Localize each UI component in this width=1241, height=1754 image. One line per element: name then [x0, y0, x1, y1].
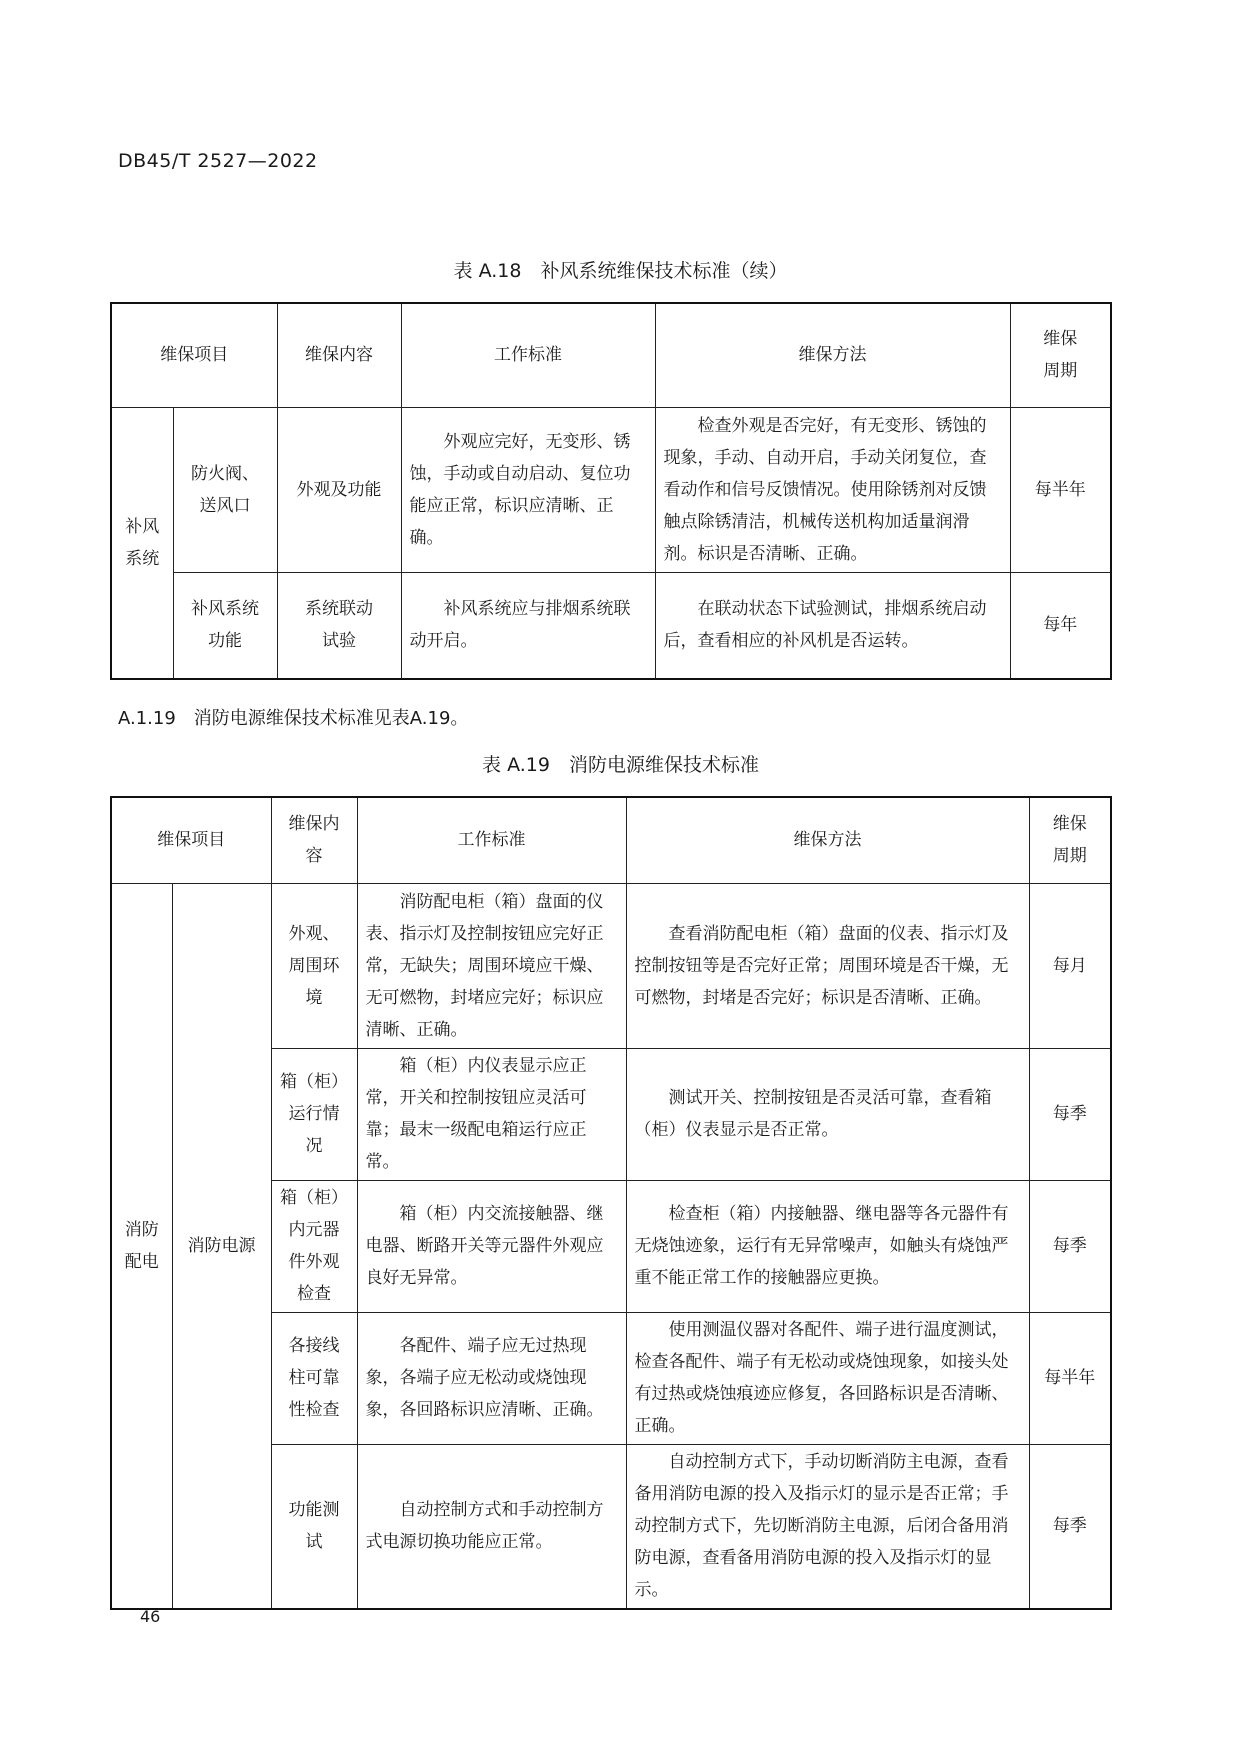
method-cell: 在联动状态下试验测试，排烟系统启动后，查看相应的补风机是否运转。 — [655, 572, 1010, 679]
header-period: 维保 周期 — [1010, 303, 1111, 407]
content-cell: 各接线 柱可靠 性检查 — [271, 1312, 357, 1444]
header-method: 维保方法 — [655, 303, 1010, 407]
subitem-cell: 防火阀、 送风口 — [173, 407, 277, 572]
period-cell: 每月 — [1029, 883, 1111, 1048]
method-cell: 检查外观是否完好，有无变形、锈蚀的现象，手动、自动开启，手动关闭复位，查看动作和信号反馈情况。使用除锈剂对反馈触点除锈清洁，机械传送机构加适量润滑剂。标识是否清晰、正确。 — [655, 407, 1010, 572]
header-content: 维保内容 — [277, 303, 401, 407]
method-cell: 测试开关、控制按钮是否灵活可靠，查看箱（柜）仪表显示是否正常。 — [626, 1048, 1029, 1180]
table-row — [111, 883, 1111, 1048]
table-row — [111, 572, 1111, 679]
content-cell: 箱（柜） 内元器 件外观 检查 — [271, 1180, 357, 1312]
standard-cell: 补风系统应与排烟系统联动开启。 — [401, 572, 655, 679]
header-period: 维保 周期 — [1029, 797, 1111, 883]
period-cell: 每季 — [1029, 1180, 1111, 1312]
content-cell: 外观、 周围环 境 — [271, 883, 357, 1048]
table-header-row — [111, 797, 1111, 883]
table-a19 — [110, 796, 1112, 1610]
subitem-cell: 补风系统 功能 — [173, 572, 277, 679]
content-cell: 功能测 试 — [271, 1444, 357, 1609]
standard-cell: 箱（柜）内仪表显示应正常，开关和控制按钮应灵活可靠；最末一级配电箱运行应正常。 — [357, 1048, 626, 1180]
period-cell: 每年 — [1010, 572, 1111, 679]
header-standard: 工作标准 — [357, 797, 626, 883]
standard-cell: 自动控制方式和手动控制方式电源切换功能应正常。 — [357, 1444, 626, 1609]
subitem-cell: 消防电源 — [172, 883, 271, 1609]
document-code: DB45/T 2527—2022 — [118, 150, 318, 172]
method-cell: 使用测温仪器对各配件、端子进行温度测试，检查各配件、端子有无松动或烧蚀现象，如接头处有过热或烧蚀痕迹应修复，各回路标识是否清晰、正确。 — [626, 1312, 1029, 1444]
standard-cell: 各配件、端子应无过热现象，各端子应无松动或烧蚀现象，各回路标识应清晰、正确。 — [357, 1312, 626, 1444]
method-cell: 查看消防配电柜（箱）盘面的仪表、指示灯及控制按钮等是否完好正常；周围环境是否干燥，无可燃物，封堵是否完好；标识是否清晰、正确。 — [626, 883, 1029, 1048]
header-content: 维保内 容 — [271, 797, 357, 883]
table-a19-caption: 表 A.19 消防电源维保技术标准 — [482, 754, 759, 776]
method-cell: 检查柜（箱）内接触器、继电器等各元器件有无烧蚀迹象，运行有无异常噪声，如触头有烧蚀严重不能正常工作的接触器应更换。 — [626, 1180, 1029, 1312]
header-item: 维保项目 — [111, 303, 277, 407]
standard-cell: 消防配电柜（箱）盘面的仪表、指示灯及控制按钮应完好正常，无缺失；周围环境应干燥、无可燃物，封堵应完好；标识应清晰、正确。 — [357, 883, 626, 1048]
header-method: 维保方法 — [626, 797, 1029, 883]
period-cell: 每半年 — [1010, 407, 1111, 572]
table-row — [111, 407, 1111, 572]
section-a1-19: A.1.19 消防电源维保技术标准见表A.19。 — [118, 708, 469, 729]
content-cell: 箱（柜） 运行情 况 — [271, 1048, 357, 1180]
page-number: 46 — [140, 1607, 161, 1626]
content-cell: 系统联动 试验 — [277, 572, 401, 679]
table-header-row — [111, 303, 1111, 407]
method-cell: 自动控制方式下，手动切断消防主电源，查看备用消防电源的投入及指示灯的显示是否正常；手动控制方式下，先切断消防主电源，后闭合备用消防电源，查看备用消防电源的投入及指示灯的显示。 — [626, 1444, 1029, 1609]
group-cell: 消防 配电 — [111, 883, 172, 1609]
period-cell: 每季 — [1029, 1048, 1111, 1180]
table-a18-caption: 表 A.18 补风系统维保技术标准（续） — [453, 260, 788, 282]
header-standard: 工作标准 — [401, 303, 655, 407]
standard-cell: 箱（柜）内交流接触器、继电器、断路开关等元器件外观应良好无异常。 — [357, 1180, 626, 1312]
header-item: 维保项目 — [111, 797, 271, 883]
period-cell: 每季 — [1029, 1444, 1111, 1609]
table-a18 — [110, 302, 1112, 680]
group-cell: 补风 系统 — [111, 407, 173, 679]
standard-cell: 外观应完好，无变形、锈蚀，手动或自动启动、复位功能应正常，标识应清晰、正确。 — [401, 407, 655, 572]
period-cell: 每半年 — [1029, 1312, 1111, 1444]
content-cell: 外观及功能 — [277, 407, 401, 572]
